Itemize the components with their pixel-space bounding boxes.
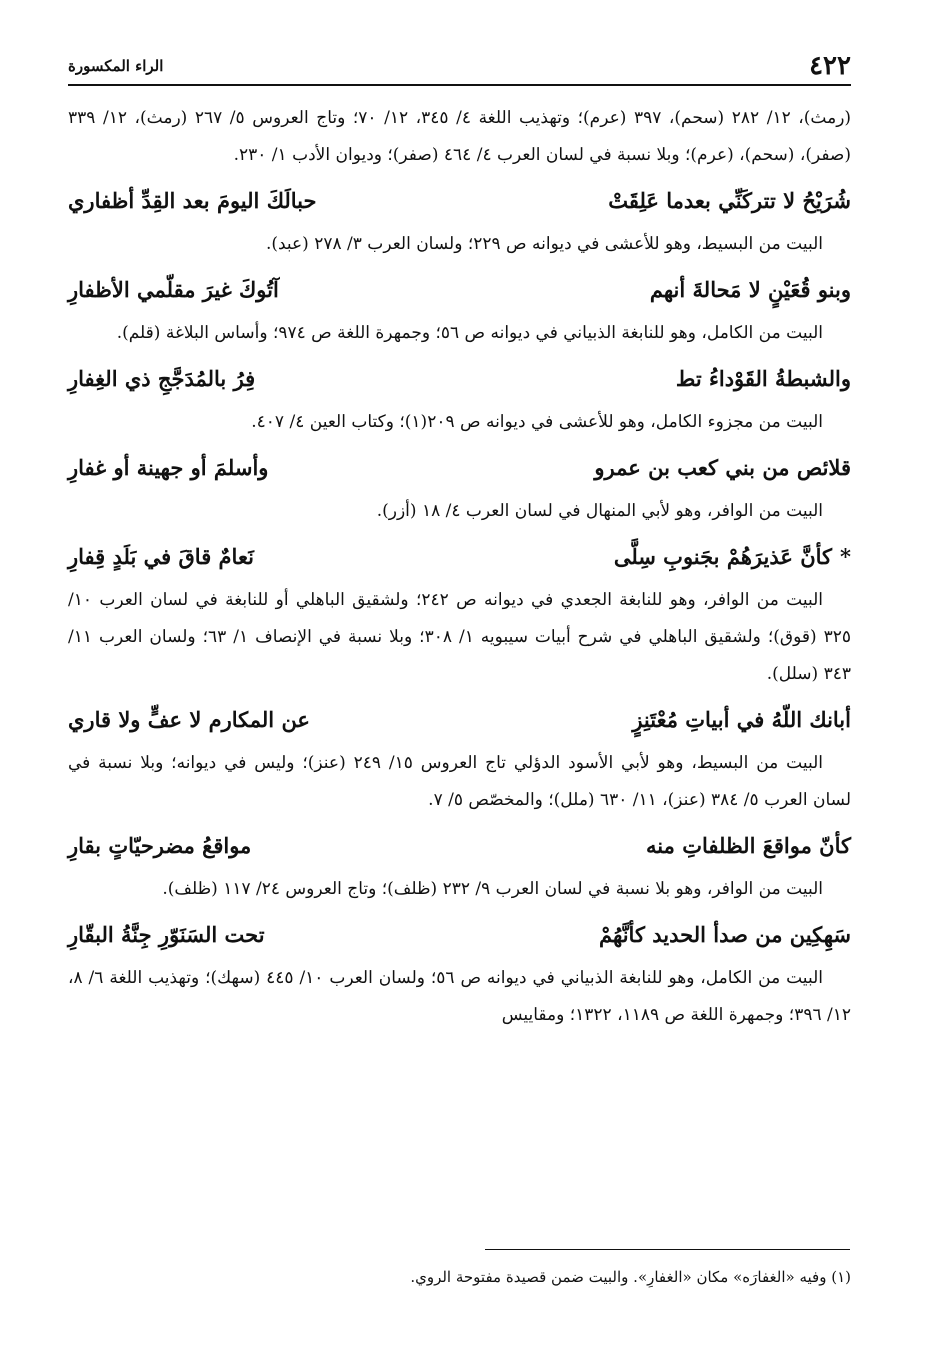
verse-entry (68, 265, 851, 352)
verse-entry (68, 821, 851, 908)
second-hemistich: آتُوكَ غيرَ مقلّمي الأظفارِ (68, 277, 279, 302)
footnote-divider (485, 1249, 850, 1250)
verse-source-note: البيت من البسيط، وهو لأبي الأسود الدؤلي تاج العروس ١٥/ ٢٤٩ (عنز)؛ وليس في ديوانه؛ وبلا نسبة في لسان العرب ٥/ ٣٨٤ (عنز)، ١١/ ٦٣٠ (ملل)؛ والمخصّص ٥/ ٧. (68, 753, 851, 810)
verse-entry (68, 695, 851, 819)
second-hemistich: فِرُ بالمُدَجَّجِ ذي الغِفارِ (68, 366, 256, 391)
verse-line (68, 695, 851, 745)
footnote: (١) وفيه «الغفارَه» مكان «الغفارِ». والبيت ضمن قصيدة مفتوحة الروي. (410, 1268, 851, 1286)
first-hemistich: أبانك اللّهُ في أبياتِ مُعْتَنِزٍ (632, 707, 851, 732)
verse-source-note: البيت من الوافر، وهو بلا نسبة في لسان العرب ٩/ ٢٣٢ (ظلف)؛ وتاج العروس ٢٤/ ١١٧ (ظلف). (162, 879, 823, 899)
second-hemistich: وأسلمَ أو جهينة أو غفارِ (68, 455, 269, 480)
asterisk-marker: * (840, 544, 851, 569)
intro-paragraph: (رمث)، ١٢/ ٢٨٢ (سحم)، ٣٩٧ (عرم)؛ وتهذيب اللغة ٤/ ٣٤٥، ١٢/ ٧٠؛ وتاج العروس ٥/ ٢٦٧ (رمث)، ١٢/ ٣٣٩ (صفر)، (سحم)، (عرم)؛ وبلا نسبة في لسان العرب ٤/ ٤٦٤ (صفر)؛ وديوان الأدب ١/ ٢٣٠. (68, 108, 852, 165)
first-hemistich-text: كأنَّ عَذيرَهُمْ بجَنوبِ سِلَّى (613, 544, 833, 569)
first-hemistich: والشبطةُ القَوْداءُ تط (675, 366, 851, 391)
verse-entry (68, 532, 851, 693)
verse-source-note: البيت من الكامل، وهو للنابغة الذبياني في ديوانه ص ٥٦؛ ولسان العرب ١٠/ ٤٤٥ (سهك)؛ وتهذيب اللغة ٦/ ٨، ١٢/ ٣٩٦؛ وجمهرة اللغة ص ١١٨٩، ١٣٢٢؛ ومقاييس (68, 968, 851, 1025)
verse-entry (68, 443, 851, 530)
verse-source-note: البيت من الكامل، وهو للنابغة الذبياني في ديوانه ص ٥٦؛ وجمهرة اللغة ص ٩٧٤؛ وأساس البلاغة (قلم). (116, 323, 823, 343)
second-hemistich: حبالَكَ اليومَ بعد القِدِّ أظفاري (68, 188, 317, 213)
verse-line (68, 265, 851, 315)
first-hemistich: قلائص من بني كعب بن عمرو (594, 455, 851, 480)
running-title: الراء المكسورة (68, 57, 164, 75)
verse-line (68, 354, 851, 404)
verse-entry (68, 176, 851, 263)
verse-source-note: البيت من الوافر، وهو لأبي المنهال في لسان العرب ٤/ ١٨ (أزر). (376, 501, 823, 521)
first-hemistich (614, 532, 851, 582)
first-hemistich: كأنّ مواقعَ الظلفاتِ منه (646, 833, 851, 858)
verse-line (68, 532, 851, 582)
verse-source-note: البيت من البسيط، وهو للأعشى في ديوانه ص ٢٢٩؛ ولسان العرب ٣/ ٢٧٨ (عبد). (265, 234, 823, 254)
page-number: ٤٢٢ (809, 51, 851, 81)
second-hemistich: مواقعُ مضرحيّاتٍ بقارِ (68, 833, 252, 858)
verse-line (68, 910, 851, 960)
verse-source-note: البيت من مجزوء الكامل، وهو للأعشى في ديوانه ص ٢٠٩(١)؛ وكتاب العين ٤/ ٤٠٧. (251, 412, 823, 432)
verse-line (68, 821, 851, 871)
verse-line (68, 176, 851, 226)
verse-entry (68, 910, 851, 1034)
verse-source-note: البيت من الوافر، وهو للنابغة الجعدي في ديوانه ص ٢٤٢؛ ولشقيق الباهلي أو للنابغة في لسان العرب ١٠/ ٣٢٥ (قوق)؛ ولشقيق الباهلي في شرح أبيات سيبويه ١/ ٣٠٨؛ وبلا نسبة في الإنصاف ١/ ٦٣؛ ولسان العرب ١١/ ٣٤٣ (سلل). (68, 590, 851, 684)
first-hemistich: شُرَيْحُ لا تتركَنِّي بعدما عَلِقَتْ (608, 188, 851, 213)
verse-line (68, 443, 851, 493)
page-header (68, 48, 851, 86)
first-hemistich: سَهِكِين من صدأ الحديد كأنَّهُمْ (599, 922, 851, 947)
verse-entry (68, 354, 851, 441)
second-hemistich: نَعامٌ قاقَ في بَلَدٍ قِفارِ (68, 544, 254, 569)
second-hemistich: تحت السَنَوّرِ جِنَّةُ البقّارِ (68, 922, 265, 947)
page-body (68, 100, 851, 1034)
second-hemistich: عن المكارم لا عفٍّ ولا قاري (68, 707, 310, 732)
first-hemistich: وبنو قُعَيْنٍ لا مَحالةَ أنهم (649, 277, 851, 302)
